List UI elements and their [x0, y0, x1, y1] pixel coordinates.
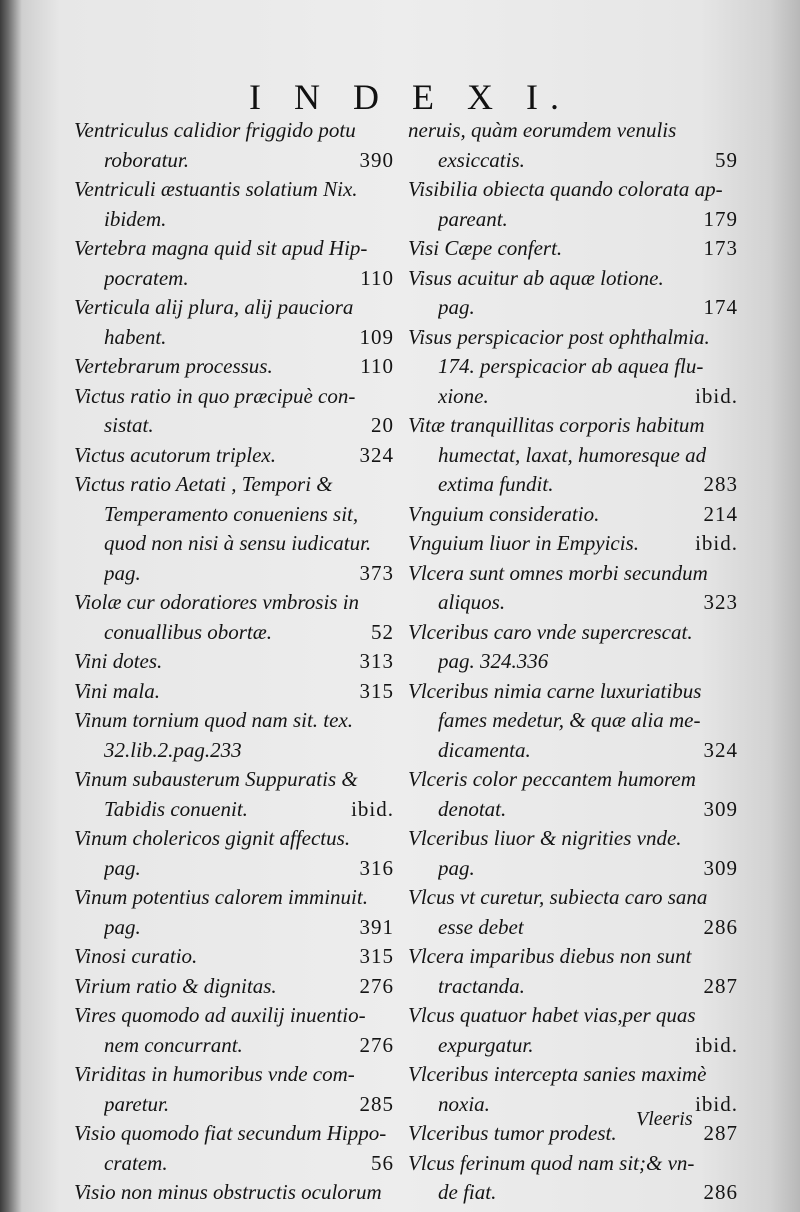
- entry-line: [74, 382, 394, 412]
- index-entry: [408, 411, 738, 500]
- entry-text: de fiat.: [438, 1180, 497, 1204]
- entry-text: pag. 324.336: [438, 649, 549, 673]
- entry-page-number: 173: [703, 236, 738, 260]
- index-entry: [74, 677, 394, 707]
- entry-page-number: 315: [359, 944, 394, 968]
- index-entry: [408, 116, 738, 175]
- entry-line: [408, 293, 738, 323]
- index-entry: [74, 470, 394, 588]
- entry-text: aliquos.: [438, 590, 506, 614]
- entry-line: [74, 677, 394, 707]
- entry-line: [74, 293, 394, 323]
- entry-text: Vlceribus nimia carne luxuriatibus: [408, 678, 702, 703]
- entry-text: Ventriculus calidior friggido potu: [74, 118, 356, 142]
- entry-text: denotat.: [438, 796, 507, 821]
- entry-line: [408, 942, 738, 972]
- entry-text: Virium ratio & dignitas.: [74, 973, 277, 998]
- entry-line: [74, 264, 394, 294]
- entry-text: Visio quomodo fiat secundum Hippo-: [74, 1121, 387, 1145]
- entry-text: Vlceribus intercepta sanies maximè: [408, 1062, 707, 1086]
- entry-page-number: ibid.: [695, 383, 738, 408]
- entry-text: Vlceribus caro vnde supercrescat.: [408, 619, 693, 644]
- entry-line: [408, 411, 738, 441]
- entry-page-number: 323: [703, 590, 738, 614]
- entry-line: [408, 706, 738, 736]
- index-entry: [74, 382, 394, 441]
- entry-page-number: 276: [359, 973, 394, 998]
- entry-text: pag.: [438, 855, 475, 880]
- entry-page-number: ibid.: [695, 531, 738, 555]
- index-entry: [74, 942, 394, 972]
- index-entry: [408, 677, 738, 766]
- index-entry: [74, 1060, 394, 1119]
- entry-page-number: 309: [703, 855, 738, 880]
- entry-text: pag.: [438, 295, 475, 319]
- index-entry: [408, 1149, 738, 1208]
- entry-line: [408, 1001, 738, 1031]
- index-entry: [408, 175, 738, 234]
- index-entry: [408, 323, 738, 412]
- entry-page-number: 309: [703, 796, 738, 821]
- entry-text: humectat, laxat, humoresque ad: [438, 442, 707, 467]
- entry-text: Victus ratio Aetati , Tempori &: [74, 472, 333, 496]
- entry-line: [408, 618, 738, 648]
- entry-text: xione.: [438, 383, 489, 408]
- index-entry: [408, 1001, 738, 1060]
- entry-page-number: 391: [359, 914, 394, 939]
- entry-text: roboratur.: [104, 147, 189, 172]
- entry-line: [74, 736, 394, 766]
- entry-text: Vires quomodo ad auxilij inuentio-: [74, 1003, 366, 1027]
- entry-line: [408, 765, 738, 795]
- entry-line: [408, 205, 738, 235]
- index-entry: [74, 234, 394, 293]
- entry-line: [74, 1031, 394, 1061]
- entry-line: [74, 441, 394, 471]
- entry-page-number: 56: [371, 1150, 394, 1175]
- entry-line: [74, 913, 394, 943]
- entry-line: [408, 913, 738, 943]
- entry-text: Vini mala.: [74, 678, 160, 703]
- index-entry: [74, 175, 394, 234]
- entry-line: [408, 972, 738, 1002]
- entry-text: Visio non minus obstructis oculorum: [74, 1180, 382, 1204]
- entry-line: [74, 500, 394, 530]
- index-entry: [408, 618, 738, 677]
- entry-line: [74, 765, 394, 795]
- entry-text: cratem.: [104, 1150, 168, 1175]
- entry-line: [74, 529, 394, 559]
- entry-line: [408, 588, 738, 618]
- entry-line: [74, 706, 394, 736]
- entry-text: nem concurrant.: [104, 1032, 243, 1057]
- entry-page-number: 52: [371, 619, 394, 644]
- index-entry: [74, 1178, 394, 1208]
- entry-line: [408, 500, 738, 530]
- entry-text: Ventriculi æstuantis solatium Nix.: [74, 177, 358, 201]
- entry-text: Victus ratio in quo præcipuè con-: [74, 383, 356, 408]
- entry-text: Vlcus vt curetur, subiecta caro sana: [408, 885, 708, 909]
- entry-text: Tabidis conuenit.: [104, 796, 248, 821]
- page-title: I N D E X I.: [249, 77, 571, 117]
- entry-page-number: 316: [359, 855, 394, 880]
- entry-line: [408, 854, 738, 884]
- index-entry: [74, 883, 394, 942]
- entry-text: Violæ cur odoratiores vmbrosis in: [74, 590, 360, 614]
- entry-text: 32.lib.2.pag.233: [104, 737, 242, 762]
- entry-page-number: ibid.: [695, 1032, 738, 1057]
- entry-text: Visus perspicacior post ophthalmia.: [408, 324, 710, 349]
- entry-page-number: 214: [703, 501, 738, 526]
- index-entry: [408, 824, 738, 883]
- entry-page-number: ibid.: [695, 1091, 738, 1116]
- entry-page-number: 287: [703, 1121, 738, 1145]
- index-entry: [408, 500, 738, 530]
- entry-text: Viriditas in humoribus vnde com-: [74, 1062, 355, 1086]
- entry-page-number: 20: [371, 413, 394, 437]
- entry-line: [74, 1178, 394, 1208]
- entry-line: [74, 411, 394, 441]
- entry-line: [74, 1001, 394, 1031]
- entry-page-number: 110: [360, 265, 394, 290]
- entry-line: [408, 382, 738, 412]
- entry-page-number: 286: [703, 1180, 738, 1204]
- entry-line: [408, 146, 738, 176]
- entry-text: Vlceribus liuor & nigrities vnde.: [408, 826, 682, 850]
- index-entry: [74, 1119, 394, 1178]
- entry-text: habent.: [104, 324, 167, 349]
- entry-line: [408, 352, 738, 382]
- entry-text: Vlcus quatuor habet vias,per quas: [408, 1003, 696, 1027]
- index-entry: [74, 293, 394, 352]
- entry-text: Visibilia obiecta quando colorata ap-: [408, 177, 723, 201]
- entry-line: [408, 323, 738, 353]
- entry-line: [74, 647, 394, 677]
- entry-text: Vinum potentius calorem imminuit.: [74, 885, 368, 909]
- entry-line: [74, 559, 394, 589]
- index-entry: [74, 824, 394, 883]
- entry-text: pag.: [104, 855, 141, 880]
- entry-page-number: 109: [359, 324, 394, 349]
- index-entry: [74, 765, 394, 824]
- index-entry: [74, 706, 394, 765]
- entry-text: Vitæ tranquillitas corporis habitum: [408, 413, 705, 437]
- entry-text: Vlcera imparibus diebus non sunt: [408, 944, 692, 968]
- entry-line: [408, 883, 738, 913]
- entry-page-number: 313: [359, 649, 394, 673]
- entry-text: Victus acutorum triplex.: [74, 442, 276, 467]
- entry-line: [74, 323, 394, 353]
- entry-text: 174. perspicacior ab aquea flu-: [438, 354, 704, 378]
- entry-line: [74, 175, 394, 205]
- entry-line: [408, 264, 738, 294]
- entry-page-number: 324: [359, 442, 394, 467]
- entry-text: Vertebrarum processus.: [74, 354, 273, 378]
- entry-text: Vlcera sunt omnes morbi secundum: [408, 560, 708, 585]
- entry-text: Vinosi curatio.: [74, 944, 198, 968]
- index-entry: [74, 972, 394, 1002]
- entry-line: [74, 352, 394, 382]
- index-entry: [408, 264, 738, 323]
- index-entry: [408, 559, 738, 618]
- entry-line: [408, 736, 738, 766]
- index-entry: [408, 942, 738, 1001]
- entry-text: tractanda.: [438, 973, 525, 998]
- entry-text: Vlceribus tumor prodest.: [408, 1121, 617, 1145]
- entry-text: fames medetur, & quæ alia me-: [438, 708, 701, 732]
- entry-text: Vlceris color peccantem humorem: [408, 767, 696, 791]
- entry-line: [408, 677, 738, 707]
- entry-line: [408, 1031, 738, 1061]
- entry-page-number: 315: [359, 678, 394, 703]
- entry-text: pag.: [104, 914, 141, 939]
- entry-line: [408, 824, 738, 854]
- entry-page-number: ibid.: [351, 796, 394, 821]
- entry-text: noxia.: [438, 1091, 490, 1116]
- entry-line: [74, 883, 394, 913]
- entry-text: Vinum subausterum Suppuratis &: [74, 767, 358, 791]
- index-entry: [408, 234, 738, 264]
- entry-line: [408, 175, 738, 205]
- entry-text: Vinum cholericos gignit affectus.: [74, 826, 351, 850]
- entry-page-number: 110: [360, 354, 394, 378]
- entry-line: [74, 470, 394, 500]
- entry-text: Visi Cæpe confert.: [408, 236, 563, 260]
- entry-line: [408, 529, 738, 559]
- entry-line: [74, 824, 394, 854]
- entry-text: ibidem.: [104, 206, 167, 231]
- entry-line: [74, 205, 394, 235]
- entry-line: [74, 942, 394, 972]
- entry-text: pocratem.: [104, 265, 189, 290]
- entry-page-number: 373: [359, 560, 394, 585]
- entry-text: Vinum tornium quod nam sit. tex.: [74, 708, 354, 732]
- entry-line: [74, 1149, 394, 1179]
- entry-text: Vini dotes.: [74, 649, 163, 673]
- entry-line: [408, 559, 738, 589]
- left-column: [74, 116, 394, 1208]
- entry-line: [408, 1060, 738, 1090]
- entry-page-number: 276: [359, 1032, 394, 1057]
- catchword: Vleeris: [636, 1108, 693, 1130]
- entry-line: [74, 972, 394, 1002]
- entry-line: [74, 146, 394, 176]
- entry-text: Vnguium consideratio.: [408, 501, 600, 526]
- index-entry: [74, 1001, 394, 1060]
- entry-text: quod non nisi à sensu iudicatur.: [104, 531, 372, 555]
- entry-page-number: 324: [703, 737, 738, 762]
- entry-line: [74, 116, 394, 146]
- entry-line: [74, 588, 394, 618]
- entry-text: exsiccatis.: [438, 147, 525, 172]
- entry-line: [74, 1060, 394, 1090]
- entry-line: [408, 470, 738, 500]
- entry-text: extima fundit.: [438, 472, 554, 496]
- entry-page-number: 285: [359, 1091, 394, 1116]
- entry-line: [74, 618, 394, 648]
- index-entry: [408, 765, 738, 824]
- entry-text: dicamenta.: [438, 737, 531, 762]
- index-entry: [74, 441, 394, 471]
- index-entry: [74, 647, 394, 677]
- entry-line: [408, 647, 738, 677]
- entry-line: [74, 234, 394, 264]
- entry-text: pareant.: [438, 206, 508, 231]
- right-column: [408, 116, 738, 1208]
- entry-text: Temperamento conueniens sit,: [104, 501, 359, 526]
- entry-text: neruis, quàm eorumdem venulis: [408, 118, 677, 142]
- index-entry: [408, 883, 738, 942]
- index-entry: [408, 529, 738, 559]
- entry-line: [408, 441, 738, 471]
- entry-page-number: 174: [703, 295, 738, 319]
- entry-page-number: 390: [359, 147, 394, 172]
- entry-page-number: 286: [703, 914, 738, 939]
- entry-text: Visus acuitur ab aquæ lotione.: [408, 265, 664, 290]
- entry-text: expurgatur.: [438, 1032, 534, 1057]
- entry-line: [408, 1149, 738, 1179]
- index-entry: [74, 116, 394, 175]
- entry-text: conuallibus obortæ.: [104, 619, 273, 644]
- entry-line: [74, 1119, 394, 1149]
- index-entry: [74, 352, 394, 382]
- entry-text: Vnguium liuor in Empyicis.: [408, 531, 639, 555]
- entry-line: [74, 854, 394, 884]
- entry-line: [74, 1090, 394, 1120]
- entry-line: [408, 116, 738, 146]
- entry-page-number: 179: [703, 206, 738, 231]
- entry-text: Verticula alij plura, alij pauciora: [74, 295, 354, 319]
- entry-text: pag.: [104, 560, 141, 585]
- entry-page-number: 283: [703, 472, 738, 496]
- entry-line: [408, 1178, 738, 1208]
- entry-line: [408, 795, 738, 825]
- entry-page-number: 287: [703, 973, 738, 998]
- entry-text: esse debet: [438, 914, 524, 939]
- entry-text: paretur.: [104, 1091, 170, 1116]
- entry-line: [74, 795, 394, 825]
- entry-text: sistat.: [104, 413, 154, 437]
- entry-text: Vertebra magna quid sit apud Hip-: [74, 236, 368, 260]
- index-entry: [74, 588, 394, 647]
- entry-line: [408, 234, 738, 264]
- entry-text: Vlcus ferinum quod nam sit;& vn-: [408, 1150, 695, 1175]
- entry-page-number: 59: [715, 147, 738, 172]
